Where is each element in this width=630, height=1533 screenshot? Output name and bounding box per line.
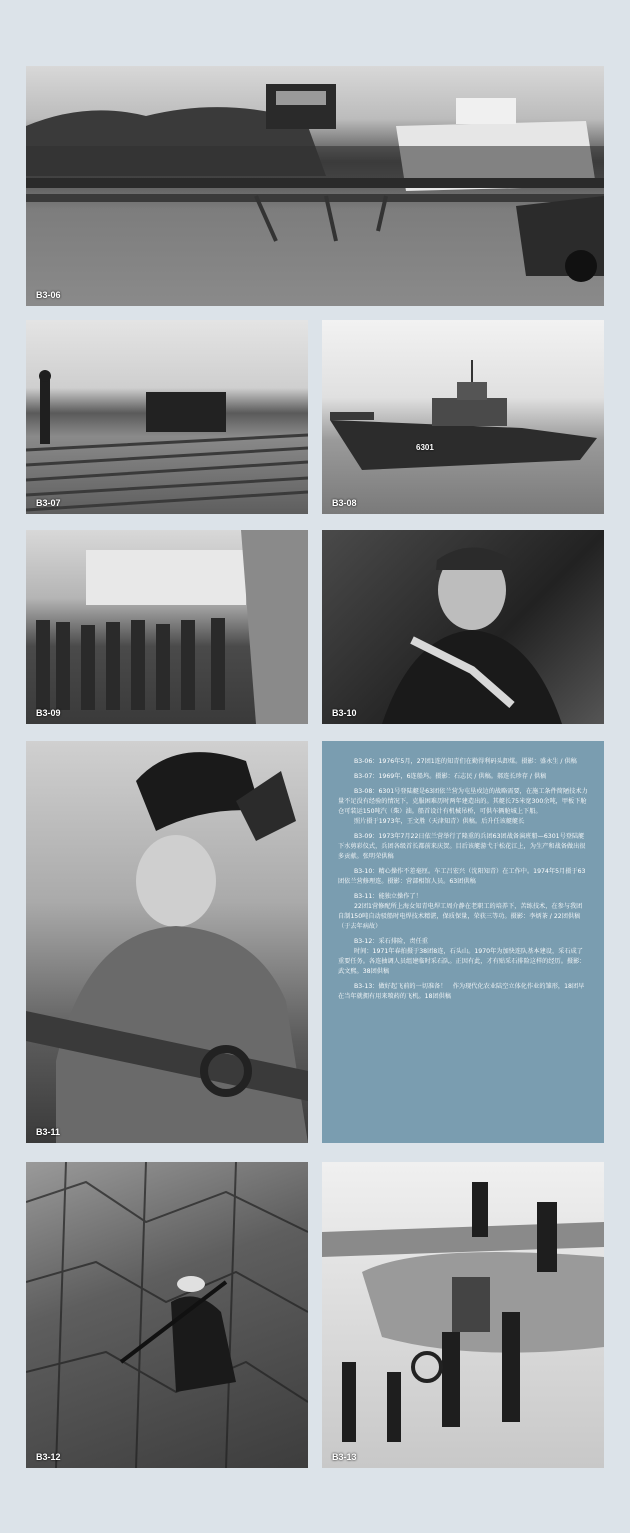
airplane-illustration [322,1162,604,1468]
caption-b3-07: B3-07：1969年，6连船坞。摄影：石志民 / 供稿。郝连长珍存 / 供稿 [354,773,547,780]
caption-b3-06: B3-06：1976年5月，27团1连的知青们在勤得利码头卸煤。摄影：盛永生 / 供稿 [354,758,577,765]
crowd-illustration [26,530,308,724]
photo-label: B3-10 [332,708,357,718]
caption-b3-12-title: B3-12：采石排险，责任重 [354,938,428,945]
photo-label: B3-12 [36,1452,61,1462]
photo-label: B3-11 [36,1127,61,1137]
caption-b3-08-note: 照片摄于1973年，王文胜（天津知青）供稿。后升任该艇艇长 [354,818,525,825]
caption-b3-13: B3-13：做好起飞前的一切准备！ 作为现代化农业陆空立体化作业的雏形，18团早在当年就拥有用来喷药的飞机。18团供稿 [338,983,585,1000]
photo-label: B3-13 [332,1452,357,1462]
harbor-scene-illustration [26,66,604,306]
caption-b3-12: 时间：1971年春拍摄于38团8连，石头山。1970年为加快连队基本建设，采石成了重要任务。各连抽调人员组建临时采石队。正因有此，才有贴采石排险这样的经历。摄影：武文熙。38团供稿 [338,948,586,975]
photo-b3-08 [322,320,604,514]
photo-b3-07 [26,320,308,514]
welder-illustration [26,741,308,1143]
caption-box [322,741,604,1143]
caption-b3-08: B3-08：6301号登陆艇是63团依兰营为屯垦戍边的战略需要，在施工条件简陋技术力量不足没有经验的情况下，克服困难历时两年建造出的。其艇长75米宽300余吨，甲板下舱仓可装运150吨汽（柴）油。船首设计有机械吊桥，可供车辆舱城上下船。 [338,788,588,815]
photo-b3-11 [26,741,308,1143]
photo-b3-13 [322,1162,604,1468]
photo-label: B3-09 [36,708,61,718]
caption-b3-10: B3-10：精心操作不差毫厘。车工吕宏兴（沈阳知青）在工作中。1974年5月摄于63团依兰营修理连。摄影：营部相馆人员。63团供稿 [338,868,586,885]
photo-label: B3-08 [332,498,357,508]
photo-b3-10 [322,530,604,724]
caption-b3-11-title: B3-11：能独立操作了！ [354,893,422,900]
caption-b3-09: B3-09：1973年7月22日依兰营举行了隆重的兵团63团战备演班船—6301号登陆艇下水剪彩仪式，兵团各级首长都前来庆贺。目后该艇游弋于松花江上，为生产和战备做出很多贡献。张明荣供稿 [338,833,586,860]
rock-face-illustration [26,1162,308,1468]
photo-b3-06 [26,66,604,306]
photo-label: B3-06 [36,290,61,300]
boat-illustration [322,320,604,514]
photo-label: B3-07 [36,498,61,508]
river-bank-illustration [26,320,308,514]
photo-b3-12 [26,1162,308,1468]
boat-number: 6301 [416,443,434,452]
caption-b3-11: 22团1营修配所上海女知青电焊工周介静在老职工的培养下，苦练技术，在参与我团自制150吨自动驳船时电焊技术精湛，保质保量，荣获三等功。摄影：李炳茶 / 22团供稿（于去年病故） [338,903,583,930]
photo-b3-09 [26,530,308,724]
worker-illustration [322,530,604,724]
